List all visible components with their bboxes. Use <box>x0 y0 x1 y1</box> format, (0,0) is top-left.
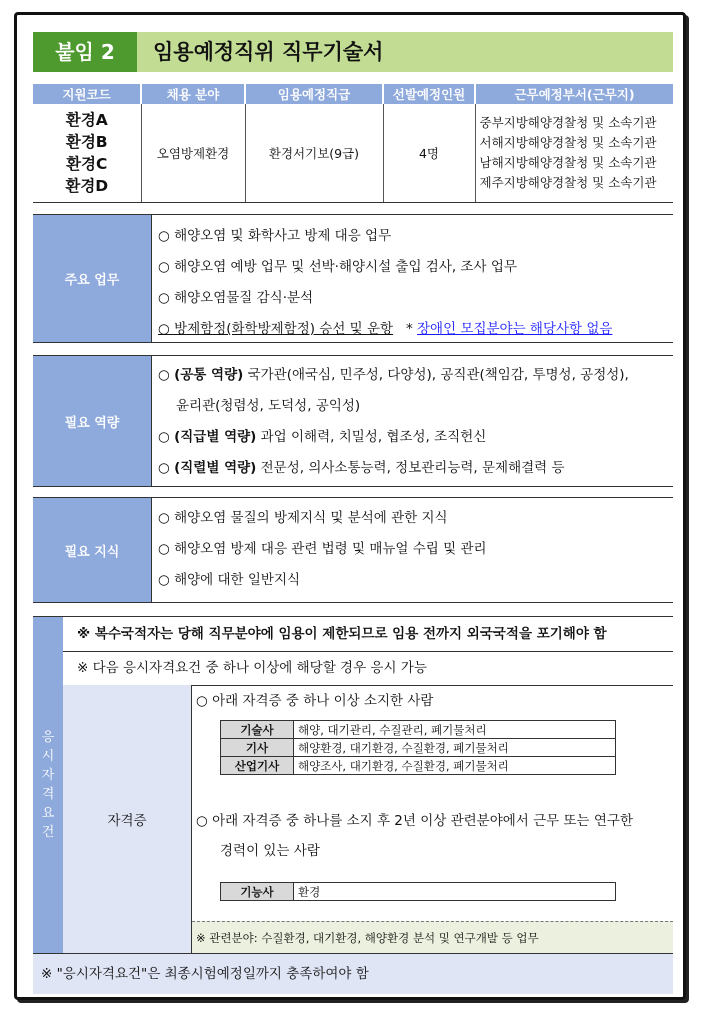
cert-row: 산업기사 해양조사, 대기환경, 수질환경, 폐기물처리 <box>221 757 616 775</box>
selection-count: 4명 <box>383 104 475 203</box>
competency-section <box>33 355 673 487</box>
recruit-field: 오염방제환경 <box>141 104 245 203</box>
competency-body <box>151 356 673 486</box>
title-bar <box>33 32 673 72</box>
qualification-content <box>192 685 673 953</box>
code-item: 환경D <box>65 177 109 195</box>
duty-item: ○ 해양오염물질 감식·분석 <box>158 290 314 306</box>
cert-table-2 <box>220 882 616 901</box>
knowledge-item: ○ 해양오염 물질의 방제지식 및 분석에 관한 지식 <box>158 510 448 526</box>
disability-note-link[interactable]: 장애인 모집분야는 해당사항 없음 <box>417 321 613 337</box>
dual-nationality-notice: ※ 복수국적자는 당해 직무분야에 임용이 제한되므로 임용 전까지 외국국적을 포기해야 함 <box>63 617 673 652</box>
qualification-side-label: 응 시 자 격 요 건 <box>33 617 63 953</box>
knowledge-body <box>151 498 673 602</box>
department-list <box>475 104 673 203</box>
page-title: 임용예정직위 직무기술서 <box>153 40 384 64</box>
duty-note-prefix: * <box>405 321 418 337</box>
related-field-note: ※ 관련분야: 수질환경, 대기환경, 해양환경 분석 및 연구개발 등 업무 <box>192 921 673 954</box>
condition-2-cont: 경력이 있는 사람 <box>220 843 320 859</box>
col-header-department: 근무예정부서(근무지) <box>475 84 673 104</box>
qualification-footer: ※ "응시자격요건"은 최종시험예정일까지 충족하여야 함 <box>33 953 673 994</box>
document-frame <box>14 12 686 1000</box>
condition-2: ○ 아래 자격증 중 하나를 소지 후 2년 이상 관련분야에서 근무 또는 연구한 <box>196 813 634 829</box>
support-codes <box>33 104 141 203</box>
knowledge-item: ○ 해양오염 방제 대응 관련 법령 및 매뉴얼 수립 및 관리 <box>158 541 487 557</box>
knowledge-section <box>33 497 673 603</box>
position-table-row <box>33 104 673 203</box>
code-item: 환경B <box>65 133 108 151</box>
cert-row: 기사 해양환경, 대기환경, 수질환경, 폐기물처리 <box>221 739 616 757</box>
col-header-count: 선발예정인원 <box>383 84 475 104</box>
department-item: 서해지방해양경찰청 및 소속기관 <box>479 135 657 150</box>
department-item: 제주지방해양경찰청 및 소속기관 <box>479 175 657 190</box>
cert-table-1 <box>220 720 616 775</box>
cert-row: 기술사 해양, 대기관리, 수질관리, 폐기물처리 <box>221 721 616 739</box>
department-item: 남해지방해양경찰청 및 소속기관 <box>479 155 657 170</box>
competency-label: 필요 역량 <box>33 356 151 486</box>
job-grade: 환경서기보(9급) <box>245 104 383 203</box>
duty-item-text: ○ 방제함정(화학방제함정) 승선 및 운항 <box>158 321 394 337</box>
department-item: 중부지방해양경찰청 및 소속기관 <box>479 115 657 130</box>
code-item: 환경C <box>66 155 108 173</box>
position-table-header <box>33 84 673 104</box>
col-header-code: 지원코드 <box>33 84 141 104</box>
competency-item: ○ (직렬별 역량) 전문성, 의사소통능력, 정보관리능력, 문제해결력 등 <box>158 460 565 476</box>
duties-body <box>151 215 673 342</box>
qualification-category: 자격증 <box>63 685 192 953</box>
duties-label: 주요 업무 <box>33 215 151 342</box>
duty-item-last <box>158 314 673 345</box>
competency-item-cont: 윤리관(청렴성, 도덕성, 공익성) <box>176 398 361 414</box>
position-table <box>33 84 673 203</box>
col-header-grade: 임용예정직급 <box>245 84 383 104</box>
competency-item: ○ (공통 역량) 국가관(애국심, 민주성, 다양성), 공직관(책임감, 투명성, 공정성), <box>158 367 629 383</box>
code-item: 환경A <box>65 111 108 129</box>
knowledge-item: ○ 해양에 대한 일반지식 <box>158 572 301 588</box>
attachment-badge: 붙임 2 <box>33 32 137 72</box>
cert-row: 기능사 환경 <box>221 883 616 901</box>
competency-heading: (직렬별 역량) <box>174 460 257 476</box>
duty-item: ○ 해양오염 및 화학사고 방제 대응 업무 <box>158 228 392 244</box>
col-header-field: 채용 분야 <box>141 84 245 104</box>
knowledge-label: 필요 지식 <box>33 498 151 602</box>
competency-item: ○ (직급별 역량) 과업 이해력, 치밀성, 협조성, 조직헌신 <box>158 429 487 445</box>
condition-1: ○ 아래 자격증 중 하나 이상 소지한 사람 <box>196 693 434 709</box>
duty-item: ○ 해양오염 예방 업무 및 선박·해양시설 출입 검사, 조사 업무 <box>158 259 517 275</box>
qualification-section <box>33 616 673 994</box>
eligibility-notice: ※ 다음 응시자격요건 중 하나 이상에 해당할 경우 응시 가능 <box>63 651 673 686</box>
competency-heading: (직급별 역량) <box>174 429 257 445</box>
competency-heading: (공통 역량) <box>174 367 244 383</box>
duties-section <box>33 214 673 343</box>
